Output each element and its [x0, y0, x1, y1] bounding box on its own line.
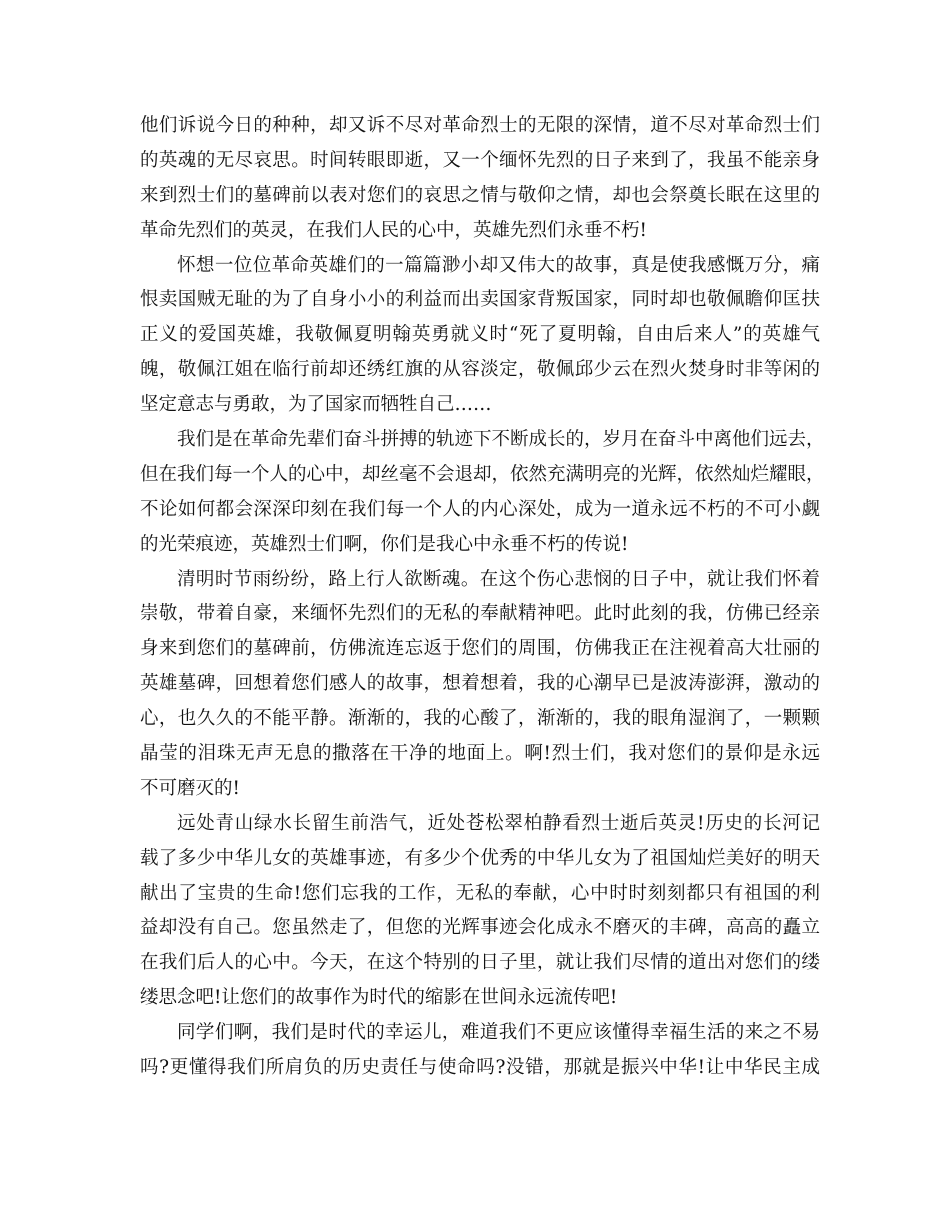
text-line: 崇敬，带着自豪，来缅怀先烈们的无私的奉献精神吧。此时此刻的我，仿佛已经亲 — [140, 603, 820, 625]
body-text — [140, 109, 825, 1086]
text-line: 益却没有自己。您虽然走了，但您的光辉事迹会化成永不磨灭的丰碑，高高的矗立 — [140, 917, 820, 939]
text-line: 不可磨灭的! — [140, 777, 240, 799]
text-line: 但在我们每一个人的心中，却丝毫不会退却，依然充满明亮的光辉，依然灿烂耀眼， — [140, 463, 825, 485]
text-line: 远处青山绿水长留生前浩气，近处苍松翠柏静看烈士逝后英灵!历史的长河记 — [177, 812, 820, 834]
text-line: 载了多少中华儿女的英雄事迹，有多少个优秀的中华儿女为了祖国灿烂美好的明天 — [140, 847, 820, 869]
text-line: 吗?更懂得我们所肩负的历史责任与使命吗?没错，那就是振兴中华!让中华民主成 — [140, 1057, 820, 1079]
text-line: 怀想一位位革命英雄们的一篇篇渺小却又伟大的故事，真是使我感慨万分，痛 — [177, 254, 820, 276]
text-line: 不论如何都会深深印刻在我们每一个人的内心深处，成为一道永远不朽的不可小觑 — [140, 498, 820, 520]
text-line: 心，也久久的不能平静。渐渐的，我的心酸了，渐渐的，我的眼角湿润了，一颗颗 — [140, 708, 820, 730]
text-line: 我们是在革命先辈们奋斗拼搏的轨迹下不断成长的，岁月在奋斗中离他们远去， — [177, 429, 825, 451]
text-line: 同学们啊，我们是时代的幸运儿，难道我们不更应该懂得幸福生活的来之不易 — [177, 1022, 820, 1044]
text-line: 来到烈士们的墓碑前以表对您们的哀思之情与敬仰之情，却也会祭奠长眠在这里的 — [140, 184, 820, 206]
text-line: 他们诉说今日的种种，却又诉不尽对革命烈士的无限的深情，道不尽对革命烈士们 — [140, 115, 820, 136]
text-line: 坚定意志与勇敢，为了国家而牺牲自己…… — [140, 394, 492, 416]
text-line: 清明时节雨纷纷，路上行人欲断魂。在这个伤心悲悯的日子中，就让我们怀着 — [177, 568, 820, 590]
text-line: 魄，敬佩江姐在临行前却还绣红旗的从容淡定，敬佩邱少云在烈火焚身时非等闲的 — [140, 359, 820, 381]
text-line: 恨卖国贼无耻的为了自身小小的利益而出卖国家背叛国家，同时却也敬佩瞻仰匡扶 — [140, 289, 820, 311]
text-line: 的光荣痕迹，英雄烈士们啊，你们是我心中永垂不朽的传说! — [140, 533, 629, 555]
text-line: 身来到您们的墓碑前，仿佛流连忘返于您们的周围，仿佛我正在注视着高大壮丽的 — [140, 638, 820, 660]
text-line: 献出了宝贵的生命!您们忘我的工作，无私的奉献，心中时时刻刻都只有祖国的利 — [140, 882, 820, 904]
text-line: 在我们后人的心中。今天，在这个特别的日子里，就让我们尽情的道出对您们的缕 — [140, 952, 820, 974]
text-line: 英雄墓碑，回想着您们感人的故事，想着想着，我的心潮早已是波涛澎湃，激动的 — [140, 673, 820, 695]
text-line: 晶莹的泪珠无声无息的撒落在干净的地面上。啊!烈士们，我对您们的景仰是永远 — [140, 743, 820, 765]
text-line: 正义的爱国英雄，我敬佩夏明翰英勇就义时“死了夏明翰，自由后来人”的英雄气 — [140, 324, 820, 346]
text-line: 的英魂的无尽哀思。时间转眼即逝，又一个缅怀先烈的日子来到了，我虽不能亲身 — [140, 149, 820, 171]
text-line: 缕思念吧!让您们的故事作为时代的缩影在世间永远流传吧! — [140, 987, 618, 1009]
text-line: 革命先烈们的英灵，在我们人民的心中，英雄先烈们永垂不朽! — [140, 219, 647, 241]
